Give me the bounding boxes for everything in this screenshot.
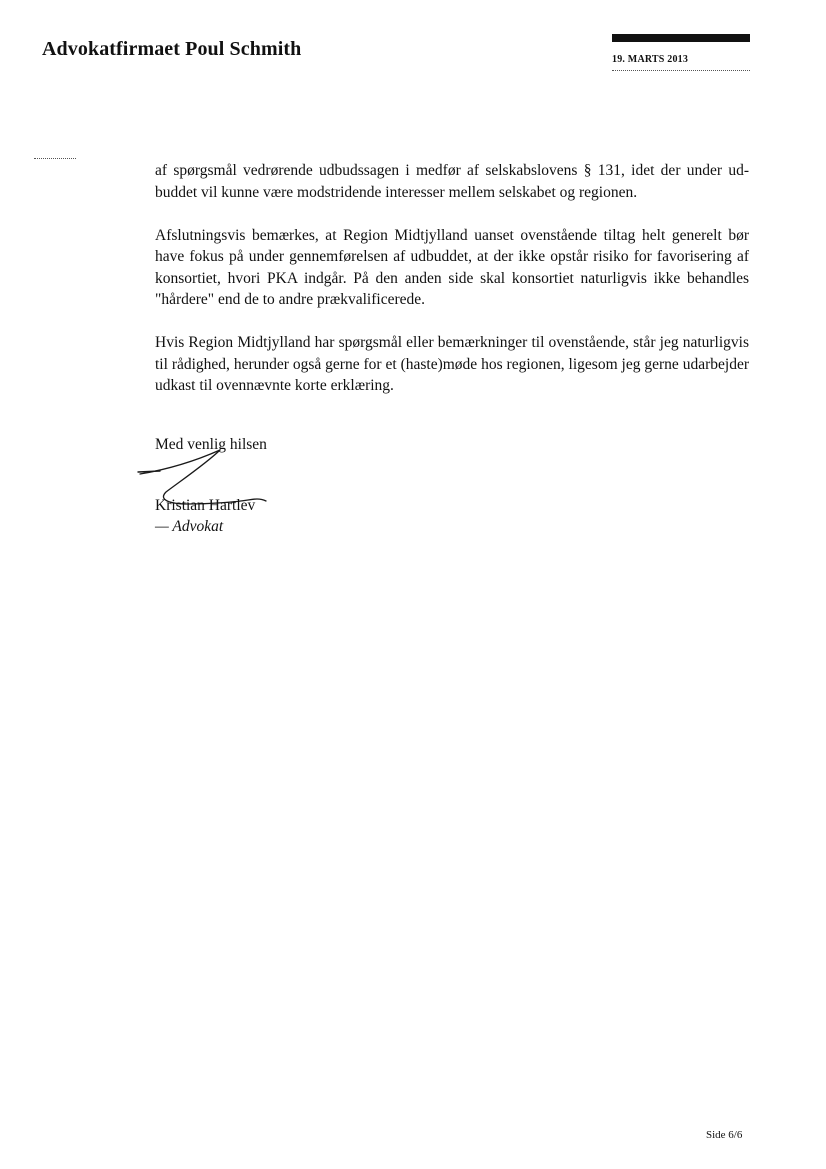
firm-name: Advokatfirmaet Poul Schmith (42, 38, 302, 60)
paragraph: af spørgsmål vedrørende udbudssagen i medfør af selskabslovens § 131, idet der under udbuddet vil kunne være modstridende interesser mellem selskabet og regionen. (155, 162, 749, 201)
paragraph: Hvis Region Midtjylland har spørgsmål eller bemærkninger til ovenstående, står jeg naturligvis til rådighed, herunder også gerne for et (haste)møde hos regionen, ligesom jeg gerne udarbejder udkast til ovennævnte korte erklæring. (155, 334, 749, 394)
signer-name: Kristian Hartlev (155, 497, 256, 514)
closing-greeting: Med venlig hilsen (155, 436, 267, 453)
letter-body (155, 160, 749, 418)
margin-mark (34, 158, 76, 159)
date-divider (612, 70, 750, 71)
paragraph: Afslutningsvis bemærkes, at Region Midtjylland uanset ovenstående tiltag helt generelt bør have fokus på under gennemførelsen af udbuddet, at der ikke opstår risiko for favorisering af konsortiet, hvori PKA indgår. På den anden side skal konsortiet naturligvis ikke behandles "hårdere" end de to andre prækvalificerede. (155, 226, 749, 308)
document-date: 19. MARTS 2013 (612, 54, 689, 65)
date-block (612, 34, 750, 71)
signer-title: — Advokat (155, 518, 224, 535)
page-number: Side 6/6 (706, 1129, 743, 1141)
date-bar (612, 34, 750, 42)
